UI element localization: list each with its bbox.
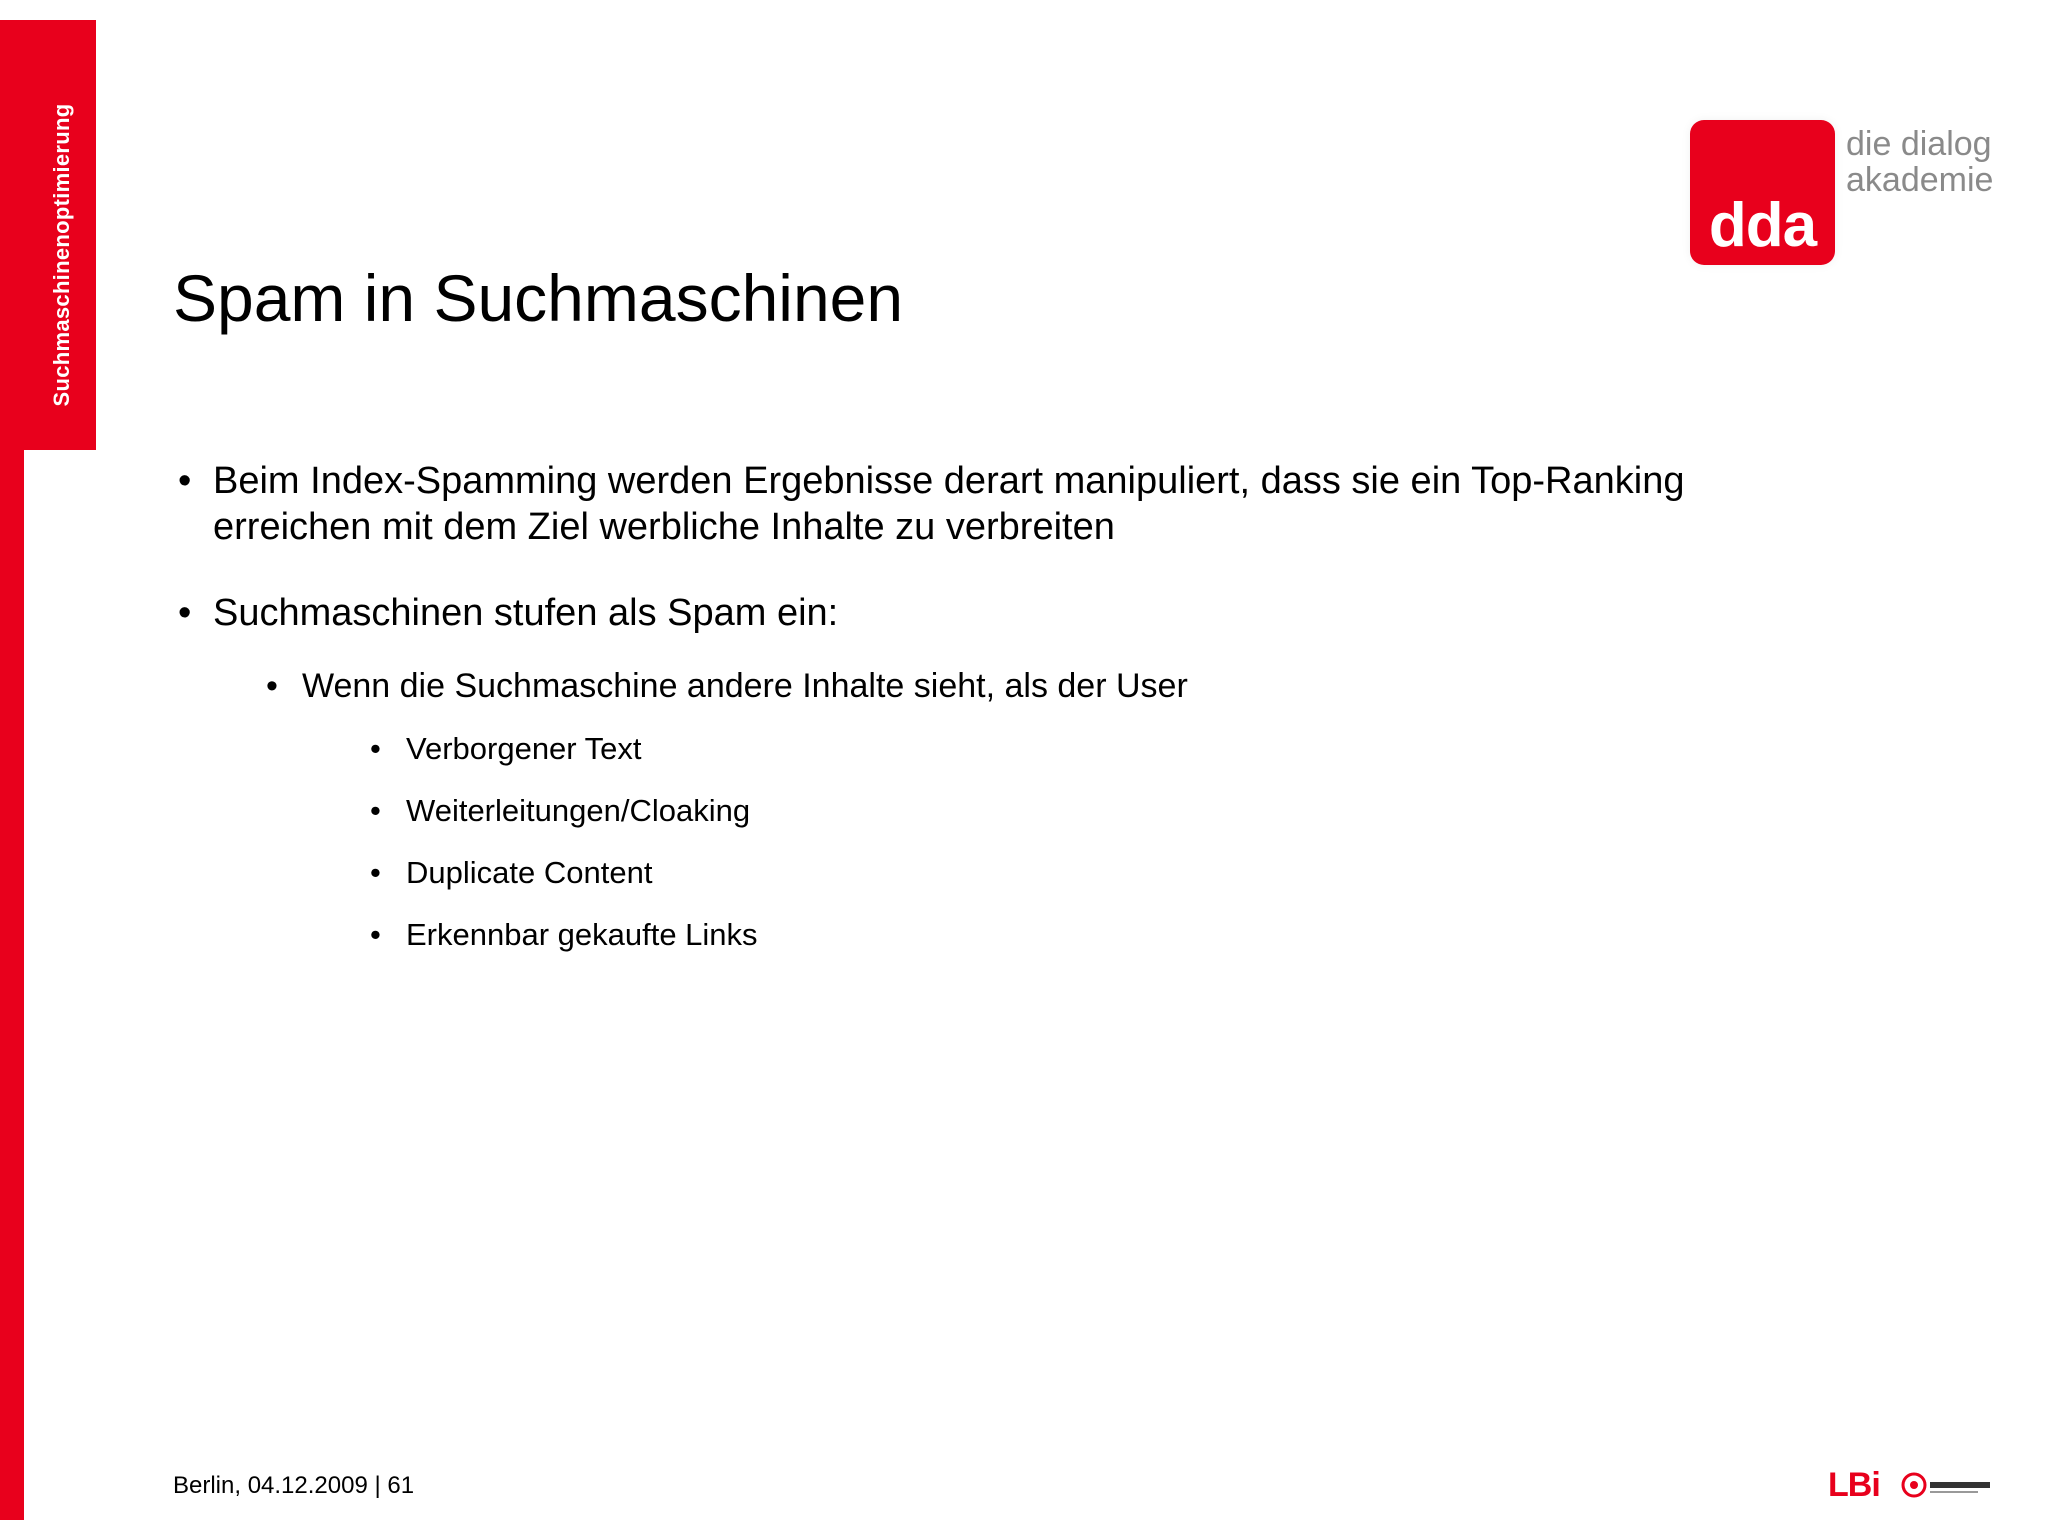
- bullet-dot: •: [178, 592, 192, 634]
- bullet-text: [406, 854, 652, 892]
- footer-date-page: Berlin, 04.12.2009 | 61: [173, 1472, 415, 1499]
- bullet-text: [406, 730, 642, 768]
- bullet-dot: •: [370, 855, 381, 890]
- dda-logo-line2: akademie: [1846, 161, 1994, 199]
- bullet-dot: •: [370, 793, 381, 828]
- dda-logo-line1: die dialog: [1846, 125, 1992, 163]
- partner-logo-icon: [1900, 1470, 1994, 1500]
- bullet-text: [213, 590, 838, 636]
- section-tab: [0, 20, 96, 450]
- bullet-item-level-3: [370, 792, 750, 830]
- bullet-item-level-3: [370, 854, 652, 892]
- bullet-text-line: Beim Index-Spamming werden Ergebnisse derart manipuliert, dass sie ein Top-Ranking: [213, 460, 1685, 502]
- bullet-item-level-2: [266, 665, 1188, 707]
- dda-logo-wordmark: [1846, 126, 1993, 198]
- slide-title: Spam in Suchmaschinen: [173, 261, 904, 335]
- bullet-text-line: Weiterleitungen/Cloaking: [406, 793, 751, 828]
- bullet-text: [406, 792, 750, 830]
- bullet-text: [213, 458, 1684, 550]
- bullet-item-level-3: [370, 730, 642, 768]
- dda-logo: [1690, 120, 1835, 265]
- lbi-logo: LBi: [1828, 1466, 1880, 1504]
- section-tab-label: Suchmaschinenoptimierung: [49, 103, 74, 407]
- bullet-text-line: Duplicate Content: [406, 855, 653, 890]
- bullet-text-line: erreichen mit dem Ziel werbliche Inhalte zu verbreiten: [213, 506, 1115, 548]
- dda-logo-mark: dda: [1708, 191, 1817, 260]
- bullet-dot: •: [266, 667, 278, 705]
- bullet-dot: •: [370, 731, 381, 766]
- bullet-text-line: Suchmaschinen stufen als Spam ein:: [213, 592, 839, 634]
- bullet-dot: •: [178, 460, 192, 502]
- bullet-text: [406, 916, 758, 954]
- bullet-item-level-1: [178, 590, 838, 636]
- bullet-text-line: Wenn die Suchmaschine andere Inhalte sieht, als der User: [302, 667, 1188, 705]
- bullet-item-level-1: [178, 458, 1684, 550]
- bullet-item-level-3: [370, 916, 758, 954]
- bullet-text-line: Erkennbar gekaufte Links: [406, 917, 758, 952]
- bullet-dot: •: [370, 917, 381, 952]
- bullet-text-line: Verborgener Text: [406, 731, 642, 766]
- bullet-text: [302, 665, 1188, 707]
